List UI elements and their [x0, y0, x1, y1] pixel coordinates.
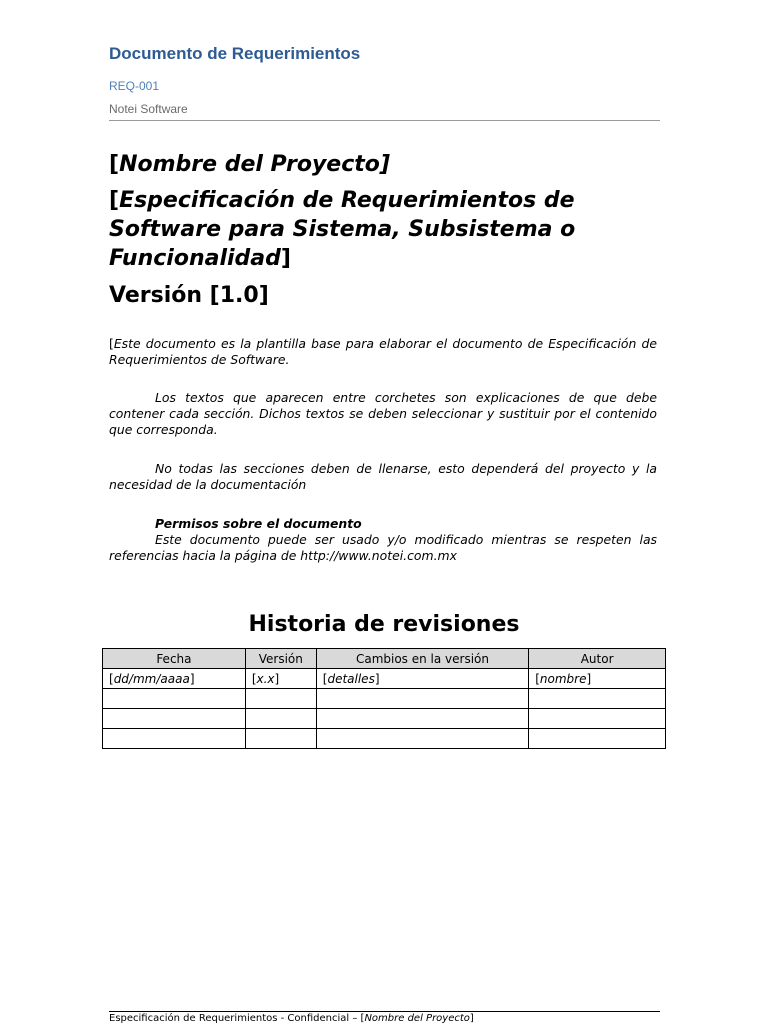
permissions-section [109, 516, 657, 564]
brackets-explanation-paragraph: Los textos que aparecen entre corchetes son explicaciones de que debe contener cada sección. Dichos textos se deben seleccionar y sustituir por el contenido que corresponda. [109, 390, 657, 437]
table-cell: [detalles] [316, 669, 528, 689]
document-title: Documento de Requerimientos [109, 44, 361, 63]
table-cell [316, 709, 528, 729]
changes-placeholder: detalles [327, 671, 375, 686]
table-row [103, 689, 666, 709]
table-cell [529, 689, 666, 709]
table-cell [245, 689, 316, 709]
table-cell [316, 689, 528, 709]
document-code: REQ-001 [109, 79, 160, 93]
page-footer [109, 1013, 474, 1024]
version-title [109, 281, 669, 310]
project-name-title: [Nombre del Proyecto] [109, 152, 390, 177]
footer-text: Especificación de Requerimientos - Confidencial – [ [109, 1013, 365, 1024]
table-cell [529, 709, 666, 729]
version-value: [1.0] [209, 283, 269, 308]
table-cell [316, 729, 528, 749]
column-header-version: Versión [245, 649, 316, 669]
table-row [103, 709, 666, 729]
spec-title: [Especificación de Requerimientos de Software para Sistema, Subsistema o Funcionalidad] [109, 188, 576, 271]
project-name-placeholder: Nombre del Proyecto [119, 152, 380, 177]
table-cell [529, 729, 666, 749]
table-cell: [x.x] [245, 669, 316, 689]
header-divider [109, 120, 660, 121]
table-cell: [nombre] [529, 669, 666, 689]
revision-history-title: Historia de revisiones [248, 612, 520, 637]
column-header-changes: Cambios en la versión [316, 649, 528, 669]
author-placeholder: nombre [539, 671, 587, 686]
column-header-author: Autor [529, 649, 666, 669]
version-placeholder: x.x [256, 671, 275, 686]
footer-divider [109, 1011, 660, 1012]
table-cell [245, 709, 316, 729]
permissions-heading: Permisos sobre el documento [155, 516, 362, 531]
table-cell [245, 729, 316, 749]
page-header [109, 44, 660, 116]
permissions-text: Este documento puede ser usado y/o modificado mientras se respeten las referencias hacia la página de http://www.notei.com.mx [109, 532, 657, 563]
table-cell [103, 709, 246, 729]
version-label: Versión [109, 283, 210, 308]
date-placeholder: dd/mm/aaaa [113, 671, 190, 686]
intro-text: Este documento es la plantilla base para elaborar el documento de Especificación de Requerimientos de Software. [109, 336, 657, 367]
sections-note-paragraph: No todas las secciones deben de llenarse, esto dependerá del proyecto y la necesidad de la documentación [109, 461, 657, 492]
intro-paragraph: [Este documento es la plantilla base para elaborar el documento de Especificación de Requerimientos de Software. [109, 336, 657, 367]
footer-close: ] [469, 1013, 474, 1024]
table-cell: [dd/mm/aaaa] [103, 669, 246, 689]
revision-history-table [102, 648, 666, 749]
table-cell [103, 729, 246, 749]
column-header-date: Fecha [103, 649, 246, 669]
footer-project-name: Nombre del Proyecto [364, 1013, 470, 1024]
table-row [103, 669, 666, 689]
table-row [103, 729, 666, 749]
company-name: Notei Software [109, 102, 188, 116]
table-cell [103, 689, 246, 709]
spec-title-placeholder: Especificación de Requerimientos de Software para Sistema, Subsistema o Funcionalidad [109, 188, 576, 271]
table-header-row [103, 649, 666, 669]
cover-title-block [109, 150, 669, 310]
